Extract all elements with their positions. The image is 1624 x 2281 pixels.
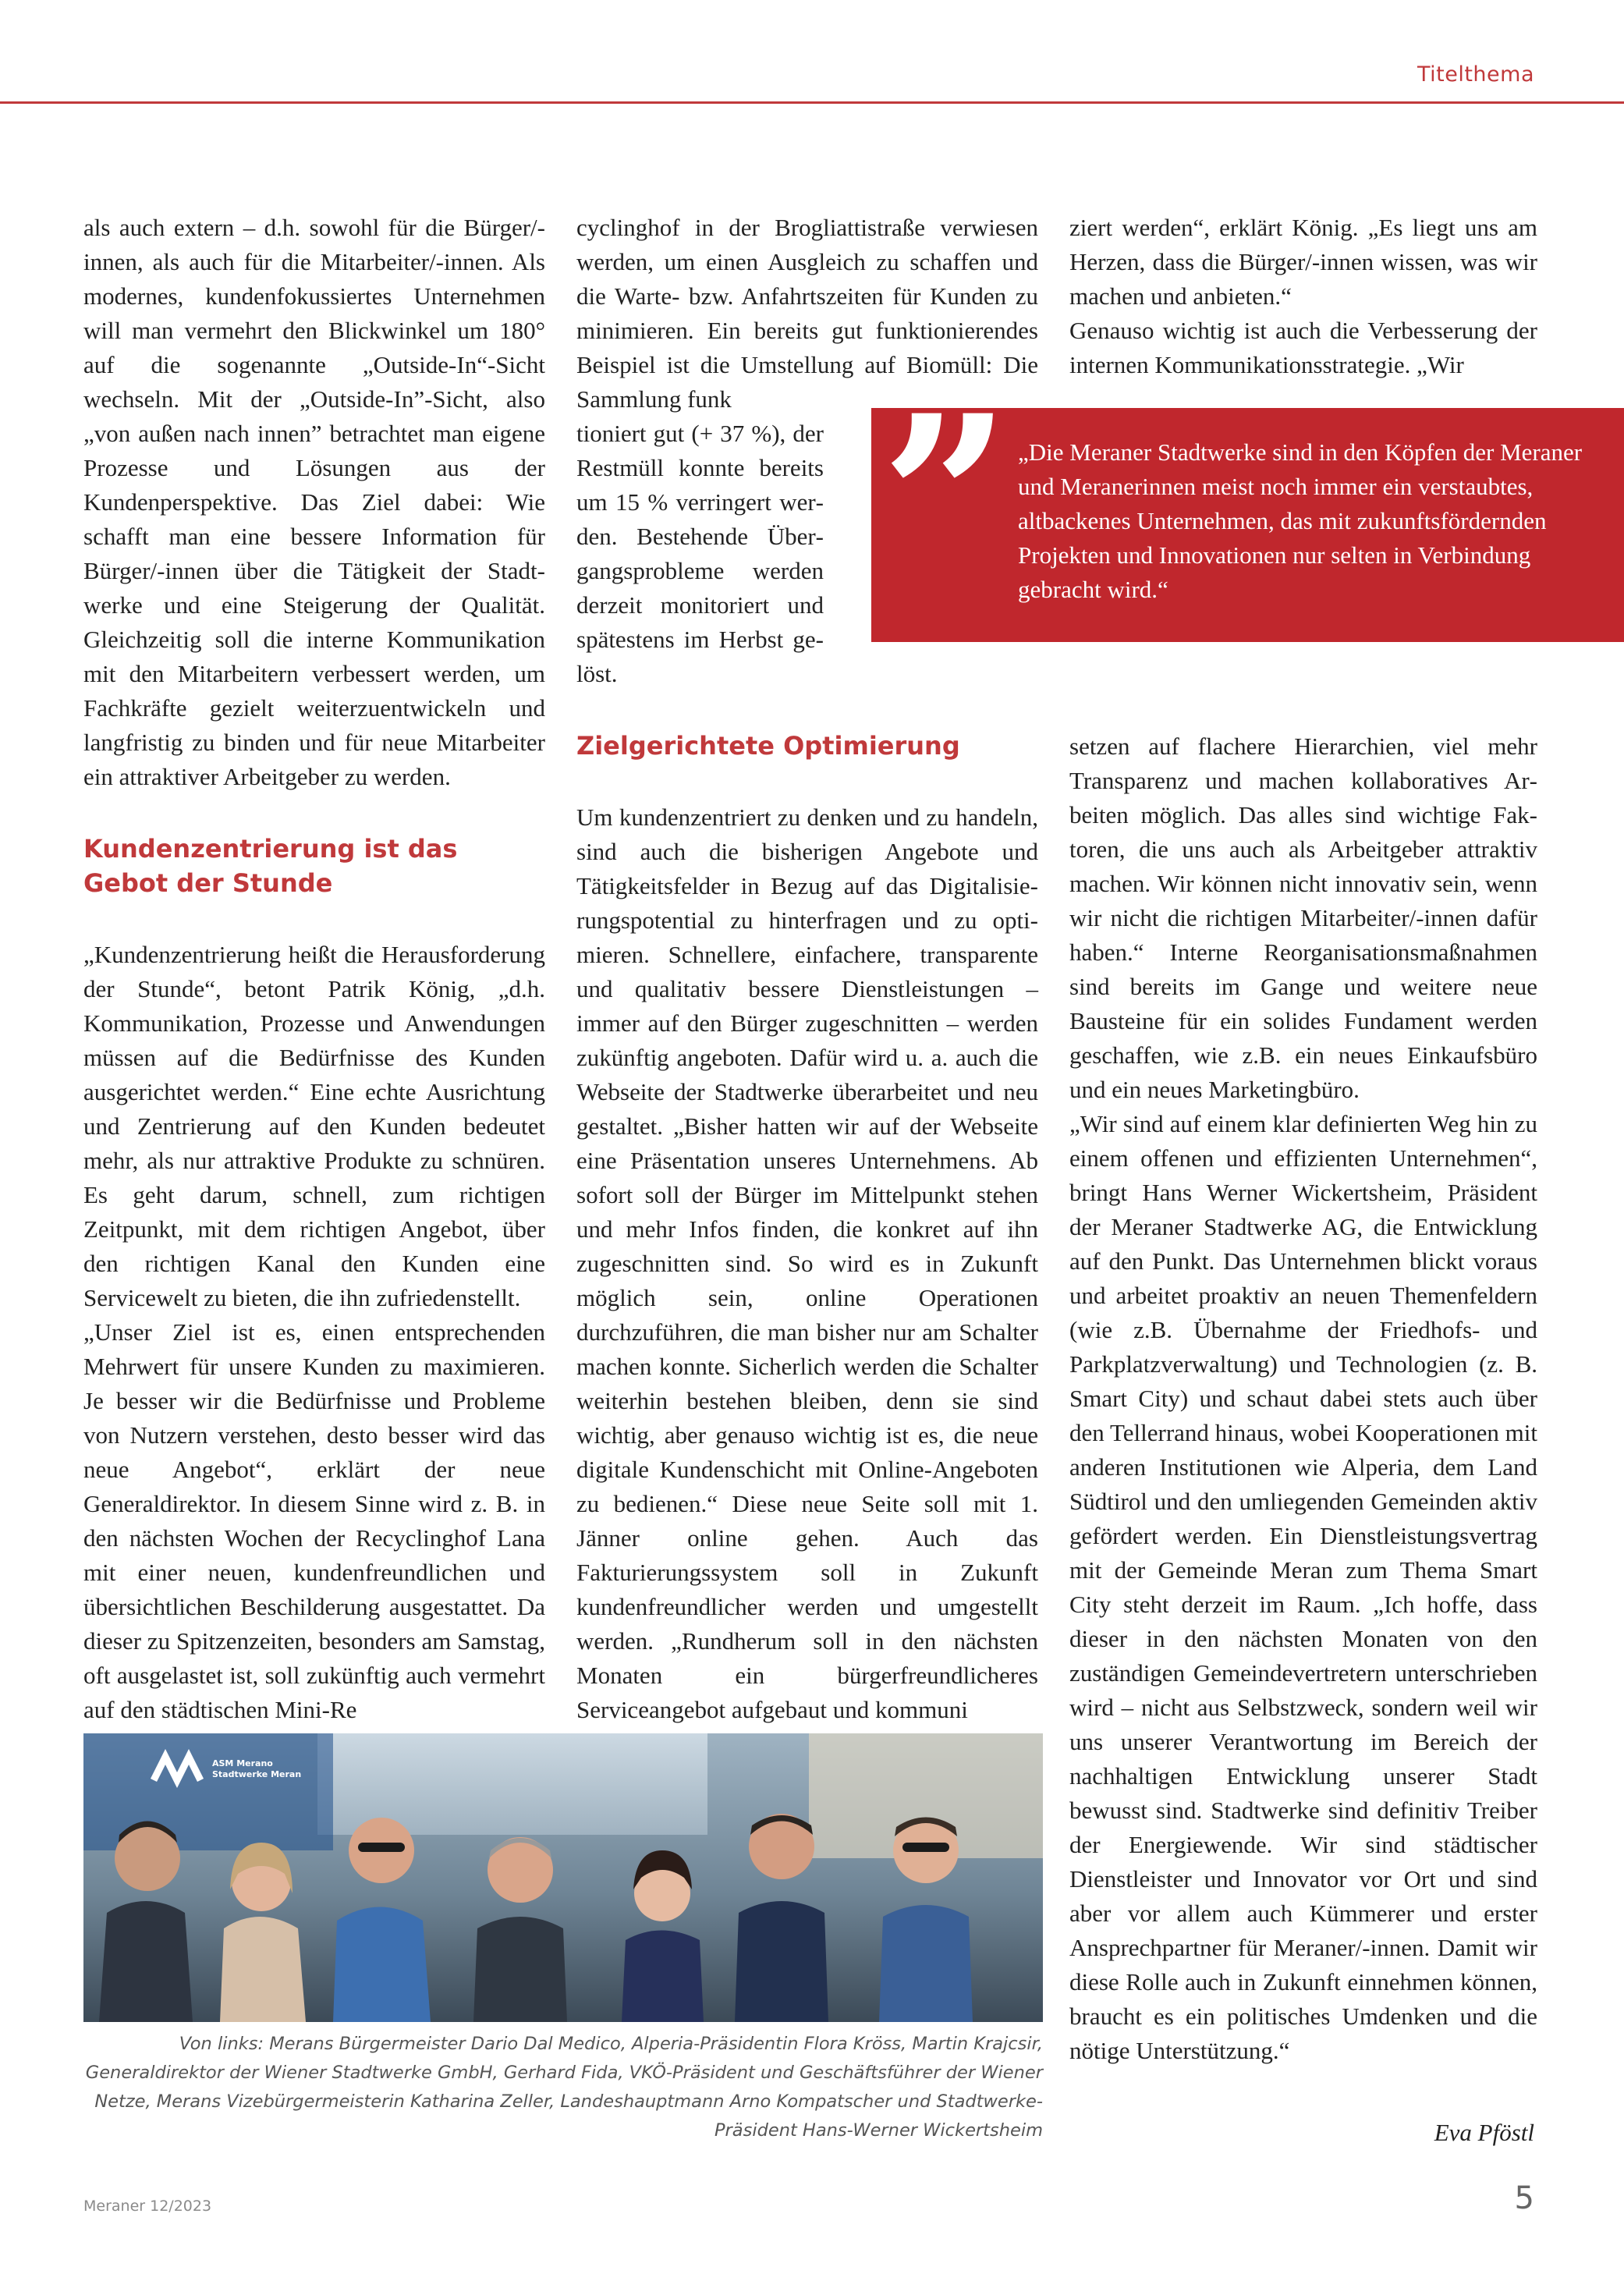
group-photo [83,1733,1043,2022]
col1-paragraph-2: „Kundenzentrierung heißt die Herausforderung der Stunde“, betont Patrik König, „d.h. Kommunikation, Prozesse und Anwendungen müssen auf die Bedürfnisse des Kunden ausgerichtet werden.“ Eine echte Ausrichtung und Zentrierung auf den Kunden bedeutet mehr, als nur attraktive Produkte zu schnüren. Es geht darum, schnell, zum richtigen Zeitpunkt, mit dem richtigen Angebot, über den richtigen Kanal den Kunden eine Servicewelt zu bieten, die ihn zufriedenstellt. [83,941,545,1311]
author-name: Eva Pföstl [1434,2119,1534,2146]
logo-line-1: ASM Merano [212,1758,273,1768]
col3-paragraph-1: ziert werden“, erklärt König. „Es liegt uns am Herzen, dass die Bürger/-innen wissen, was wir machen und anbieten.“ [1069,214,1537,310]
pull-quote [871,367,1624,642]
col1-paragraph-1: als auch extern – d.h. sowohl für die Bürger/-innen, als auch für die Mitarbeiter/-innen. Als modernes, kundenfokussiertes Unternehmen will man vermehrt den Blickwinkel um 180° auf die sogenannte „Outside-In“-Sicht wechseln. Mit der „Outside-In”-Sicht, also „von außen nach innen” betrachtet man eigene Prozesse und Lösungen aus der Kundenperspektive. Das Ziel dabei: Wie schafft man eine bessere Information für Bürger/-innen über die Tätigkeit der Stadtwerke und eine Steigerung der Qualität. Gleichzeitig soll die interne Kommunikation mit den Mitarbeitern verbessert werden, um Fachkräfte gezielt weiterzuentwickeln und langfristig zu binden und für neue Mitarbeiter ein attraktiver Arbeitgeber zu werden. [83,214,545,790]
col3-paragraph-3: setzen auf flachere Hierarchien, viel mehr Transparenz und machen kollaboratives Arbeiten möglich. Das alles sind wichtige Faktoren, die uns auch als Arbeitgeber attraktiv machen. Wir können nicht innovativ sein, wenn wir nicht die richtigen Mitarbeiter/-innen dafür haben.“ Interne Reorganisationsmaßnahmen sind bereits im Gange und weitere neue Bausteine für ein solides Fundament werden geschaffen, wie z.B. ein neues Einkaufsbüro und ein neues Marketingbüro. [1069,733,1537,1103]
footer-issue: Meraner 12/2023 [83,2198,212,2215]
section-label: Titelthema [1417,62,1534,87]
logo-line-2: Stadtwerke Meran [212,1769,302,1779]
article-column-1 [83,211,545,1727]
group-photo-illustration [83,1733,1043,2022]
subheading-kundenzentrierung: Kundenzentrierung ist das Gebot der Stunde [83,834,458,898]
col3-paragraph-4: „Wir sind auf einem klar definierten Weg hin zu einem offenen und effizienten Unternehmen“, bringt Hans Werner Wickertsheim, Präsident der Meraner Stadtwerke AG, die Entwicklung auf den Punkt. Das Unternehmen blickt voraus und arbeitet proaktiv an neuen Themenfeldern (wie z.B. Übernahme der Friedhofs- und Parkplatzverwaltung) und Technologien (z. B. Smart City) und schaut dabei stets auch über den Tellerrand hinaus, wobei Kooperationen mit anderen Institutionen wie Alperia, dem Land Südtirol und den umliegenden Gemeinden aktiv gefördert werden. Ein Dienstleistungsvertrag mit der Gemeinde Meran zum Thema Smart City steht derzeit im Raum. „Ich hoffe, dass dieser in den nächsten Monaten von den zuständigen Gemeindevertretern unterschrieben wird – nicht aus Selbstzweck, sondern weil wir uns unserer Verantwortung im Bereich der nachhaltigen Entwicklung unserer Stadt bewusst sind. Stadtwerke sind definitiv Treiber der Energiewende. Wir sind städtischer Dienstleister und Innovator vor Ort und sind aber vor allem auch Kümmerer und erster Ansprechpartner für Meraner/-innen. Damit wir diese Rolle auch in Zukunft einnehmen können, braucht es ein politisches Umdenken und die nötige Unterstützung.“ [1069,1110,1537,2064]
col2-paragraph-1: cyclinghof in der Brogliattistraße verwiesen werden, um einen Ausgleich zu schaffen und die Warte- bzw. Anfahrtszeiten für Kunden zu minimieren. Ein bereits gut funktionierendes Beispiel ist die Umstellung auf Biomüll: Die Sammlung funk [576,214,1038,413]
quote-mark-icon: ” [881,367,1011,632]
col1-paragraph-3: „Unser Ziel ist es, einen entsprechenden Mehrwert für unsere Kunden zu maximieren. Je besser wir die Bedürfnisse und Probleme von Nutzern verstehen, desto besser wird das neue Angebot“, erklärt der neue Generaldirektor. In diesem Sinne wird z. B. in den nächsten Wochen der Recyclinghof Lana mit einer neuen, kundenfreundlichen und übersichtlichen Beschilderung ausgestattet. Da dieser zu Spitzenzeiten, besonders am Samstag, oft ausgelastet ist, soll zukünftig auch vermehrt auf den städtischen Mini-Re [83,1318,545,1723]
header-rule [0,101,1624,104]
col2-paragraph-2: Um kundenzentriert zu denken und zu handeln, sind auch die bisherigen Angebote und Tätigkeitsfelder in Bezug auf das Digitalisierungspotential zu hinterfragen und zu optimieren. Schnellere, einfachere, transparente und qualitativ bessere Dienstleistungen – immer auf den Bürger zugeschnitten – werden zukünftig angeboten. Dafür wird u. a. auch die Webseite der Stadtwerke überarbeitet und neu gestaltet. „Bisher hatten wir auf der Webseite eine Präsentation unseres Unternehmens. Ab sofort soll der Bürger im Mittelpunkt stehen und mehr Infos finden, die konkret auf ihn zugeschnitten sind. So wird es in Zukunft möglich sein, online Operationen durchzuführen, die man bisher nur am Schalter machen konnte. Sicherlich werden die Schalter weiterhin bestehen bleiben, denn sie sind wichtig, aber genauso wichtig ist es, die neue digitale Kundenschicht mit Online-Angeboten zu bedienen.“ Diese neue Seite soll mit 1. Jänner online gehen. Auch das Fakturierungssystem soll in Zukunft kundenfreundlicher werden und umgestellt werden. „Rundherum soll in den nächsten Monaten ein bürgerfreundlicheres Serviceangebot aufgebaut und kommuni [576,803,1038,1723]
page-number: 5 [1514,2180,1534,2216]
pull-quote-text: „Die Meraner Stadtwerke sind in den Köpfen der Meraner und Meranerinnen meist noch immer ein verstaubtes, altbackenes Unternehmen, das mit zukunftsfördernden Projekten und Innovationen nur selten in Verbindung gebracht wird.“ [1018,438,1583,603]
photo-caption: Von links: Merans Bürgermeister Dario Dal Medico, Alperia-Präsidentin Flora Kröss, Martin Krajcsir, Generaldirektor der Wiener Stadtwerke GmbH, Gerhard Fida, VKÖ-Präsident und Geschäftsführer der Wiener Netze, Merans Vizebürgermeisterin Katharina Zeller, Landeshauptmann Arno Kompatscher und Stadtwerke-Präsident Hans-Werner Wickertsheim [85,2034,1043,2141]
col3-paragraph-2: Genauso wichtig ist auch die Verbesserung der internen Kommunikationsstrategie. „Wir [1069,317,1537,378]
subheading-optimierung: Zielgerichtete Optimierung [576,731,960,761]
col2-paragraph-1b: tioniert gut (+ 37 %), der Restmüll konnte bereits um 15 % verringert werden. Bestehende Übergangsprobleme werden derzeit monitoriert und spätestens im Herbst gelöst. [576,420,824,687]
